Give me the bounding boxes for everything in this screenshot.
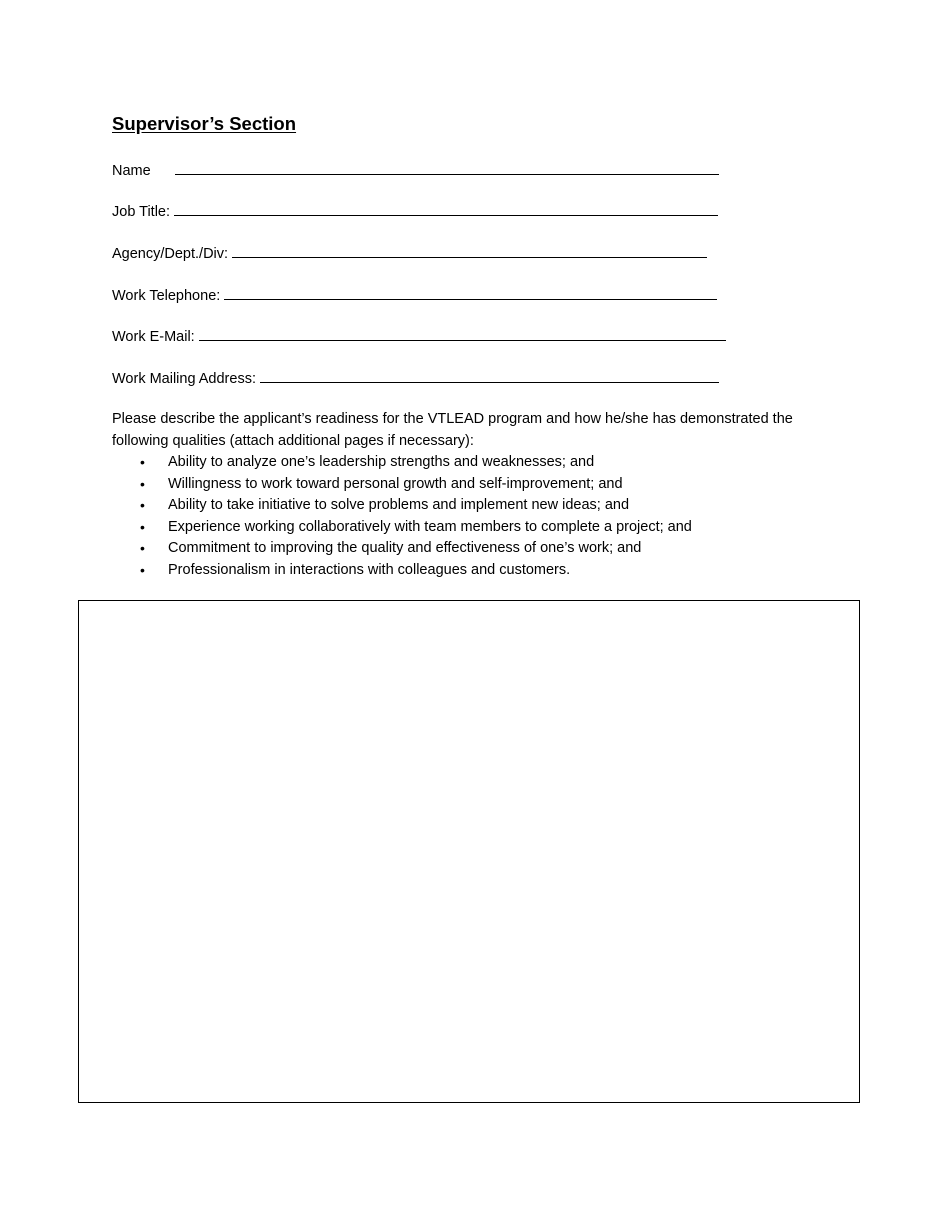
work-mailing-address-input-line[interactable] — [260, 368, 719, 383]
list-item — [112, 452, 692, 474]
quality-text: Professionalism in interactions with colleagues and customers. — [168, 561, 571, 578]
bullet-icon: • — [140, 454, 145, 470]
quality-text: Commitment to improving the quality and effectiveness of one’s work; and — [168, 540, 642, 557]
job-title-label: Job Title: — [112, 204, 171, 220]
agency-field — [112, 243, 707, 264]
work-email-input-line[interactable] — [199, 326, 726, 341]
bullet-icon: • — [140, 475, 145, 492]
instructions-text: Please describe the applicant’s readiness for the VTLEAD program and how he/she has demonstrated the following qualities (attach additional pages if necessary): — [112, 411, 793, 449]
list-item — [112, 538, 692, 560]
work-mailing-address-label: Work Mailing Address: — [112, 371, 256, 387]
name-input-line[interactable] — [175, 160, 719, 175]
work-telephone-label: Work Telephone: — [112, 288, 221, 304]
response-text-box[interactable] — [78, 600, 860, 1103]
quality-text: Willingness to work toward personal growth and self-improvement; and — [168, 475, 623, 492]
list-item — [112, 560, 692, 582]
job-title-input-line[interactable] — [174, 201, 718, 216]
bullet-icon: • — [140, 497, 145, 514]
agency-input-line[interactable] — [232, 243, 707, 258]
bullet-icon: • — [140, 518, 145, 535]
work-telephone-input-line[interactable] — [224, 285, 717, 300]
work-email-label: Work E-Mail: — [112, 329, 195, 345]
bullet-icon: • — [140, 540, 145, 557]
quality-text: Ability to take initiative to solve problems and implement new ideas; and — [168, 497, 630, 514]
quality-text: Experience working collaboratively with team members to complete a project; and — [168, 518, 692, 535]
bullet-icon: • — [140, 561, 145, 578]
work-email-field — [112, 326, 726, 347]
section-title: Supervisor’s Section — [112, 113, 297, 134]
quality-text: Ability to analyze one’s leadership strengths and weaknesses; and — [168, 454, 595, 470]
list-item — [112, 517, 692, 539]
job-title-field — [112, 201, 718, 222]
name-label: Name — [112, 163, 151, 179]
work-mailing-address-field — [112, 368, 719, 389]
agency-label: Agency/Dept./Div: — [112, 246, 229, 262]
work-telephone-field — [112, 285, 717, 306]
list-item — [112, 495, 692, 517]
qualities-list — [112, 452, 692, 582]
name-field — [112, 160, 719, 181]
list-item — [112, 474, 692, 496]
